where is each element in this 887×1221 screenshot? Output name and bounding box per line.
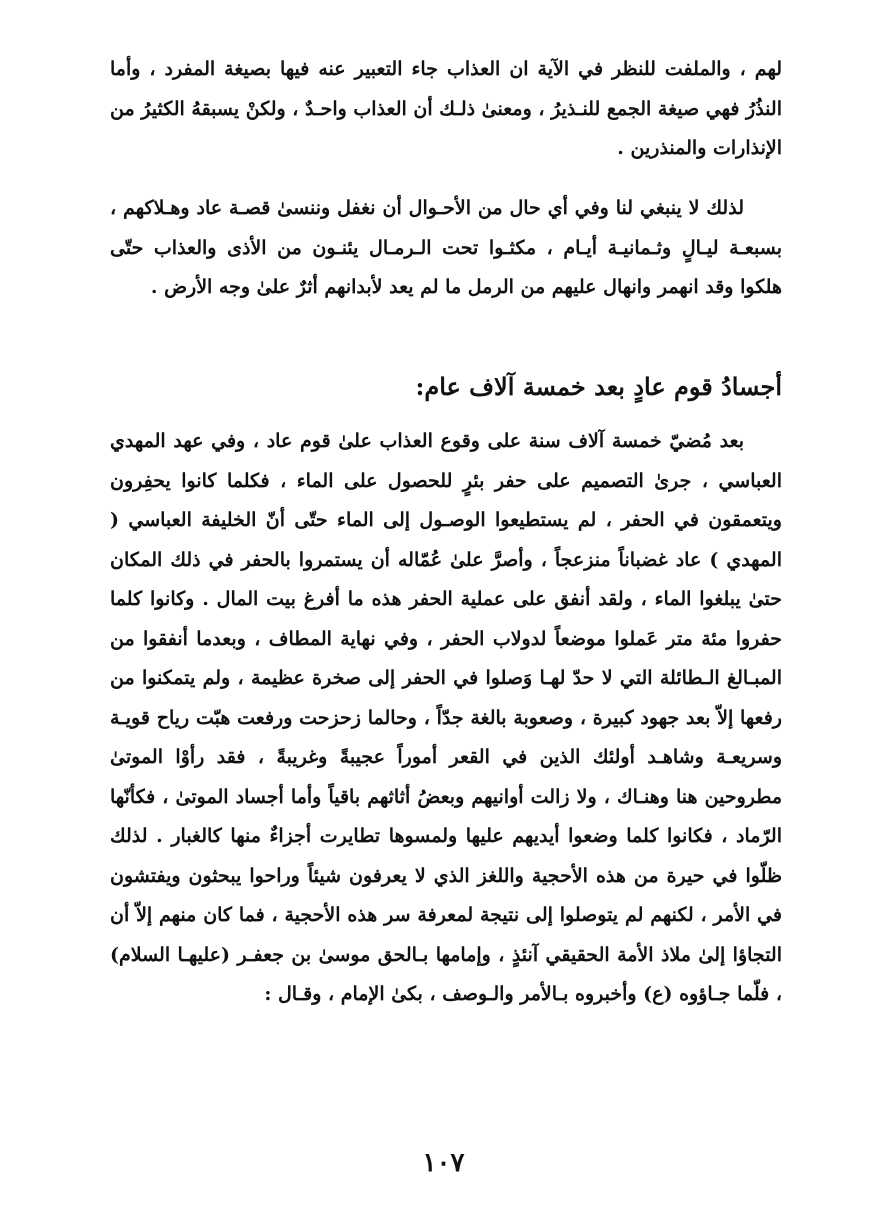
paragraph-3: بعد مُضيّ خمسة آلاف سنة على وقوع العذاب علىٰ قوم عاد ، وفي عهد المهدي العباسي ، جرىٰ التصميم على حفر بئرٍ للحصول على الماء ، فكلما كانوا يحفِرون ويتعمقون في الحفر ، لم يستطيعوا الوصـول إلى الماء حتّى أنّ الخليفة العباسي ( المهدي ) عاد غضباناً منزعجاً ، وأصرَّ علىٰ عُمّاله أن يستمروا بالحفر في ذلك المكان حتىٰ يبلغوا الماء ، ولقد أنفق على عملية الحفر هذه ما أفرغ بيت المال . وكانوا كلما حفروا مئة متر عَملوا موضعاً لدولاب الحفر ، وفي نهاية المطاف ، وبعدما أنفقوا من المبـالغ الـطائلة التي لا حدّ لهـا وَصلوا في الحفر إلى صخرة عظيمة ، ولم يتمكنوا من رفعها إلاّ بعد جهود كبيرة ، وصعوبة بالغة جدّاً ، وحالما زحزحت ورفعت هبّت رياح قويـة وسريعـة وشاهـد أولئك الذين في القعر أموراً عجيبةً وغريبةً ، فقد رأوْا الموتىٰ مطروحين هنا وهنـاك ، ولا زالت أوانيهم وبعضُ أثاثهم باقياً وأما أجساد الموتىٰ ، فكأنّها الرّماد ، فكانوا كلما وضعوا أيديهم عليها ولمسوها تطايرت أجزاءٌ منها كالغبار . لذلك ظلّوا في حيرة من هذه الأحجية واللغز الذي لا يعرفون شيئاً وراحوا يبحثون ويفتشون في الأمر ، لكنهم لم يتوصلوا إلى نتيجة لمعرفة سر هذه الأحجية ، فما كان منهم إلاّ أن التجاؤا إلىٰ ملاذ الأمة الحقيقي آنئذٍ ، وإمامها بـالحق موسىٰ بن جعفـر (عليهـا السلام) ، فلّما جـاؤوه (ع) وأخبروه بـالأمر والـوصف ، بكىٰ الإمام ، وقـال : (110, 430, 782, 1005)
paragraph-1: لهم ، والملفت للنظر في الآية ان العذاب جاء التعبير عنه فيها بصيغة المفرد ، وأما النذُرُ فهي صيغة الجمع للنـذيرُ ، ومعنىٰ ذلـك أن العذاب واحـدٌ ، ولكنْ يسبقهُ الكثيرُ من الإنذارات والمنذرين . (110, 58, 782, 159)
page-number: ١٠٧ (422, 1148, 465, 1178)
paragraph-2: لذلك لا ينبغي لنا وفي أي حال من الأحـوال أن نغفل وننسىٰ قصـة عاد وهـلاكهم ، بسبعـة ليـالٍ وثـمانيـة أيـام ، مكثـوا تحت الـرمـال يئنـون من الأذى والعذاب حتّى هلكوا وقد انهمر وانهال عليهم من الرمل ما لم يعد لأبدانهم أثرٌ علىٰ وجه الأرض . (110, 197, 782, 298)
section-heading-block (110, 364, 782, 410)
section-heading: أجسادُ قوم عادٍ بعد خمسة آلاف عام: (415, 372, 782, 401)
paragraph-block-2 (110, 189, 782, 308)
paragraph-block-3 (110, 422, 782, 1015)
paragraph-block-1 (110, 50, 782, 169)
